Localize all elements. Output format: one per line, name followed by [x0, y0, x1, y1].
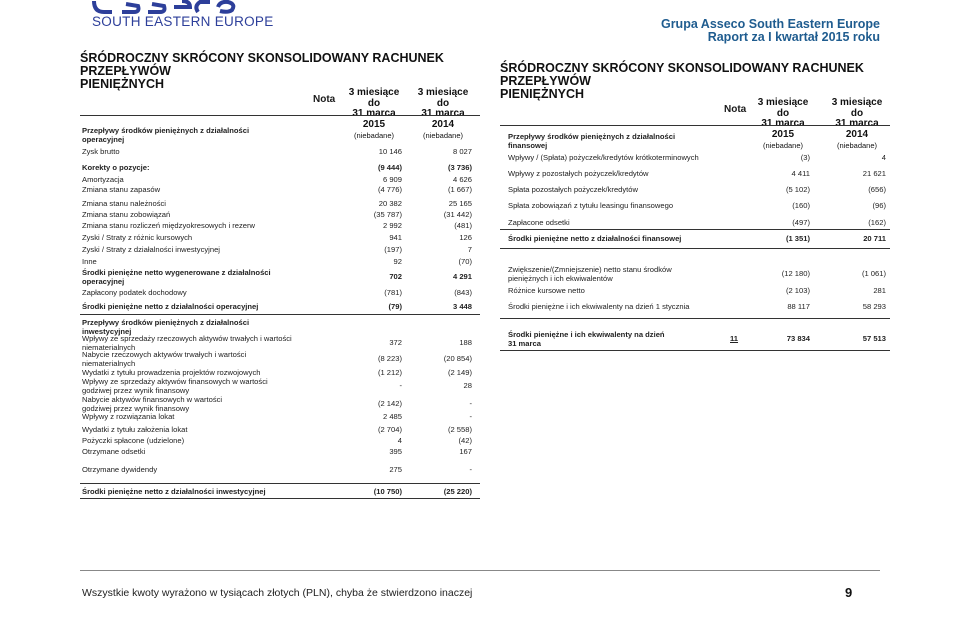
left-table-row [82, 211, 472, 220]
right-row-label-line1: Przepływy środków pieniężnych z działalności [508, 132, 676, 141]
left-row-label [82, 437, 322, 446]
right-row-value-2014: 58 293 [862, 302, 886, 311]
left-row-value-2015: (4 776) [377, 185, 402, 194]
left-row-value-2014: 28 [463, 381, 472, 390]
left-row-label [82, 303, 322, 312]
right-row-label-line1: Wpływy / (Spłata) pożyczek/kredytów krótkoterminowych [508, 153, 699, 162]
left-col2-line2: 31 marca 2014 [421, 108, 465, 130]
left-row-label-line1: Środki pieniężne netto wygenerowane z działalności [82, 268, 271, 277]
right-row-value-2014: 20 711 [863, 234, 886, 243]
left-row-label-line1: Wydatki z tytułu prowadzenia projektów rozwojowych [82, 368, 261, 377]
left-nota-header: Nota [313, 94, 336, 105]
left-row-value-2015: 10 146 [378, 147, 402, 156]
left-row-label-line2: inwestycyjnej [82, 326, 132, 336]
left-row-value-2015: (197) [384, 245, 402, 254]
left-row-value-2015: (10 750) [373, 487, 402, 496]
left-row-value-2015: 2 992 [382, 221, 402, 230]
right-table-row [508, 170, 886, 179]
right-row-value-2015: (12 180) [781, 269, 810, 278]
left-row-value-2014: (2 149) [447, 368, 472, 377]
left-table-row [82, 127, 472, 145]
right-row-label [508, 170, 728, 179]
left-row-label-line2: operacyjnej [82, 134, 125, 144]
left-row-value-2014: (1 667) [447, 185, 472, 194]
left-row-value-2014: (2 558) [447, 425, 472, 434]
right-row-label-line1: Środki pieniężne i ich ekwiwalenty na dzień [508, 330, 665, 339]
left-row-label [82, 488, 322, 497]
left-row-value-2014: (843) [454, 288, 472, 297]
left-row-label-line2: godziwej przez wynik finansowy [82, 385, 190, 395]
right-row-value-2014: 281 [873, 286, 886, 295]
left-row-value-2014: (481) [454, 221, 472, 230]
left-divider-operating [80, 314, 480, 315]
left-row-label [82, 258, 322, 267]
right-row-label-line2: finansowej [508, 140, 548, 150]
left-row-label-line1: Otrzymane dywidendy [82, 465, 158, 474]
right-row-label [508, 303, 728, 312]
left-row-label-line2: operacyjnej [82, 276, 125, 286]
right-row-label-line1: Środki pieniężne i ich ekwiwalenty na dzień 1 stycznia [508, 302, 690, 311]
left-row-value-2015: - [399, 381, 402, 390]
left-row-label-line1: Wpływy ze sprzedaży aktywów finansowych w wartości [82, 377, 268, 386]
left-row-label-line1: Nabycie aktywów finansowych w wartości [82, 395, 223, 404]
left-row-label [82, 396, 322, 413]
right-row-value-2014: (1 061) [861, 269, 886, 278]
right-row-label [508, 202, 728, 211]
left-row-label-line1: Środki pieniężne netto z działalności operacyjnej [82, 302, 259, 311]
right-table-row [508, 186, 886, 195]
right-header-divider [500, 125, 890, 126]
right-col2-line1: 3 miesiące do [831, 97, 883, 119]
left-row-value-2015: (2 704) [377, 425, 402, 434]
left-row-value-2014: - [469, 465, 472, 474]
right-section-title [500, 62, 900, 101]
left-col2-line1: 3 miesiące do [417, 87, 469, 109]
right-row-label [508, 235, 728, 244]
right-table-row [508, 287, 886, 296]
left-row-label-line1: Pożyczki spłacone (udzielone) [82, 436, 185, 445]
company-name: Grupa Asseco South Eastern Europe [660, 17, 880, 31]
left-row-value-2015: (2 142) [377, 399, 402, 408]
left-table-row [82, 378, 472, 396]
left-row-value-2014: 3 448 [452, 302, 472, 311]
left-table-row [82, 246, 472, 255]
right-row-value-2015: 88 117 [787, 302, 810, 311]
left-table-row [82, 186, 472, 195]
left-row-value-2014: (20 854) [443, 354, 472, 363]
left-row-value-2014: 4 626 [452, 175, 472, 184]
left-row-label [82, 176, 322, 185]
left-row-label [82, 426, 322, 435]
right-title-line-2: PIENIĘŻNYCH [500, 87, 585, 101]
left-table-row [82, 413, 472, 422]
left-table-row [82, 448, 472, 457]
right-divider-financing [500, 229, 890, 230]
left-row-value-2015: 20 382 [378, 199, 402, 208]
right-row-label [508, 287, 728, 296]
left-row-label [82, 378, 322, 395]
left-table-row [82, 289, 472, 298]
left-row-value-2014: (3 736) [447, 163, 472, 172]
left-table-row [82, 351, 472, 369]
left-table-row [82, 148, 472, 157]
left-row-value-2014: (31 442) [443, 210, 472, 219]
left-row-value-2015: (1 212) [377, 368, 402, 377]
left-row-value-2014: 4 291 [452, 272, 472, 281]
left-row-value-2015: (35 787) [373, 210, 402, 219]
left-row-label [82, 413, 322, 422]
right-row-value-2015: (1 351) [785, 234, 810, 243]
left-row-value-2015: (9 444) [377, 163, 402, 172]
left-table-row [82, 437, 472, 446]
left-table-row [82, 200, 472, 209]
left-row-label-line1: Zapłacony podatek dochodowy [82, 288, 187, 297]
right-table-row [508, 331, 886, 349]
right-row-label-line1: Środki pieniężne netto z działalności finansowej [508, 234, 682, 243]
left-col1-line2: 31 marca 2015 [352, 108, 396, 130]
right-row-value-2015: (3) [800, 153, 810, 162]
right-row-label-line1: Różnice kursowe netto [508, 286, 585, 295]
left-table-row [82, 164, 472, 173]
right-row-label [508, 266, 728, 283]
right-row-value-2014: 57 513 [862, 334, 886, 343]
right-col1-line2: 31 marca 2015 [761, 118, 805, 140]
right-row-value-2014: 4 [881, 153, 886, 162]
left-row-label-line1: Wpływy ze sprzedaży rzeczowych aktywów trwałych i wartości [82, 334, 292, 343]
right-col1-line1: 3 miesiące do [757, 97, 809, 119]
left-row-label-line1: Zmiana stanu zapasów [82, 185, 161, 194]
left-row-label [82, 127, 322, 144]
left-row-label [82, 222, 322, 231]
left-row-value-2014: 188 [459, 338, 472, 347]
left-row-value-2015: (781) [384, 288, 402, 297]
right-table-row [508, 303, 886, 312]
left-table-row [82, 269, 472, 287]
left-row-value-2015: 92 [393, 257, 402, 266]
left-row-value-2014: 25 165 [448, 199, 472, 208]
right-row-value-2015: (5 102) [785, 185, 810, 194]
left-row-value-2015: 941 [389, 233, 402, 242]
left-table-row [82, 234, 472, 243]
right-divider-financing-bottom [500, 248, 890, 249]
left-row-label-line1: Zyski / Straty z działalności inwestycyjnej [82, 245, 220, 254]
left-row-value-2014: 167 [459, 447, 472, 456]
left-table-row [82, 176, 472, 185]
logo-subtitle: SOUTH EASTERN EUROPE [92, 14, 274, 29]
left-row-label-line1: Środki pieniężne netto z działalności inwestycyjnej [82, 487, 266, 496]
left-row-label [82, 186, 322, 195]
right-row-label [508, 154, 728, 163]
left-col1-line3: (niebadane) [353, 131, 395, 140]
right-title-line-1: ŚRÓDROCZNY SKRÓCONY SKONSOLIDOWANY RACHUNEK PRZEPŁYWÓW [500, 61, 864, 88]
left-row-label [82, 466, 322, 475]
report-title: Raport za I kwartał 2015 roku [707, 30, 880, 44]
company-logo [90, 0, 274, 30]
right-row-value-2015: (497) [792, 218, 810, 227]
left-row-label-line1: Inne [82, 257, 97, 266]
left-table-row [82, 258, 472, 267]
right-row-label-line2: pieniężnych i ich ekwiwalentów [508, 273, 613, 283]
left-row-value-2014: (70) [458, 257, 472, 266]
left-row-value-2015: 2 485 [382, 412, 402, 421]
right-row-label [508, 331, 728, 348]
left-row-label [82, 200, 322, 209]
left-row-value-2015: 702 [389, 272, 402, 281]
right-row-label-line2: 31 marca [508, 338, 541, 348]
right-table-row [508, 219, 886, 228]
left-row-value-2015: 395 [389, 447, 402, 456]
left-row-value-2015: 372 [389, 338, 402, 347]
left-row-label-line2: niematerialnych [82, 342, 136, 352]
left-row-label [82, 246, 322, 255]
left-row-label [82, 164, 322, 173]
left-table-row [82, 222, 472, 231]
right-row-label [508, 219, 728, 228]
left-row-label-line1: Przepływy środków pieniężnych z działalności [82, 126, 250, 135]
right-row-label-line1: Zapłacone odsetki [508, 218, 570, 227]
right-row-label [508, 186, 728, 195]
left-col2-line3: (niebadane) [422, 131, 464, 140]
right-col1-line3: (niebadane) [762, 141, 804, 150]
right-divider-balance [500, 318, 890, 319]
page-number: 9 [845, 585, 853, 600]
left-table-row [82, 303, 472, 312]
right-table-row [508, 133, 886, 151]
right-row-nota-link[interactable]: 11 [730, 334, 739, 343]
left-table-bottom [80, 498, 480, 499]
logo-wordmark-icon [90, 0, 240, 14]
left-row-value-2014: 8 027 [452, 147, 472, 156]
left-row-label [82, 211, 322, 220]
left-row-label [82, 448, 322, 457]
left-row-label-line1: Otrzymane odsetki [82, 447, 146, 456]
left-table-row [82, 466, 472, 475]
left-row-value-2015: 275 [389, 465, 402, 474]
right-col2-line3: (niebadane) [836, 141, 878, 150]
left-row-label [82, 269, 322, 286]
right-row-value-2014: 21 621 [862, 169, 886, 178]
right-nota-header: Nota [724, 104, 747, 115]
right-table-row [508, 154, 886, 163]
left-row-value-2015: 4 [397, 436, 402, 445]
left-row-label-line1: Zmiana stanu należności [82, 199, 166, 208]
right-row-label-line1: Spłata zobowiązań z tytułu leasingu finansowego [508, 201, 674, 210]
left-row-label-line2: godziwej przez wynik finansowy [82, 403, 190, 413]
right-row-value-2015: (160) [792, 201, 810, 210]
right-col2-line2: 31 marca 2014 [835, 118, 879, 140]
left-row-label [82, 234, 322, 243]
left-row-value-2014: - [469, 412, 472, 421]
right-row-value-2014: (656) [868, 185, 886, 194]
left-row-value-2014: 7 [467, 245, 472, 254]
left-row-label-line2: niematerialnych [82, 358, 136, 368]
left-title-line-2: PIENIĘŻNYCH [80, 77, 165, 91]
right-row-label-line1: Wpływy z pozostałych pożyczek/kredytów [508, 169, 649, 178]
right-row-label-line1: Zwiększenie/(Zmniejszenie) netto stanu środków [508, 265, 672, 274]
left-row-label-line1: Amortyzacja [82, 175, 124, 184]
left-row-label-line1: Przepływy środków pieniężnych z działalności [82, 318, 250, 327]
right-table-row [508, 202, 886, 211]
left-divider-investing [80, 483, 480, 484]
left-row-value-2014: - [469, 399, 472, 408]
footer-note: Wszystkie kwoty wyrażono w tysiącach złotych (PLN), chyba że stwierdzono inaczej [82, 587, 473, 599]
left-row-value-2014: (42) [458, 436, 472, 445]
right-row-label-line1: Spłata pozostałych pożyczek/kredytów [508, 185, 639, 194]
right-table-row [508, 235, 886, 244]
left-row-label-line1: Zyski / Straty z różnic kursowych [82, 233, 193, 242]
left-row-value-2014: (25 220) [443, 487, 472, 496]
left-row-label [82, 289, 322, 298]
left-table-row [82, 426, 472, 435]
right-row-value-2015: 73 834 [786, 334, 810, 343]
left-row-value-2015: (79) [388, 302, 402, 311]
right-row-value-2015: 4 411 [791, 169, 810, 178]
left-row-value-2015: 6 909 [382, 175, 402, 184]
right-row-value-2014: (162) [868, 218, 886, 227]
right-row-label [508, 133, 728, 150]
left-row-label [82, 351, 322, 368]
left-section-title [80, 52, 480, 91]
left-row-label [82, 148, 322, 157]
left-row-label-line1: Nabycie rzeczowych aktywów trwałych i wartości [82, 350, 247, 359]
left-row-value-2014: 126 [459, 233, 472, 242]
left-row-label-line1: Wydatki z tytułu założenia lokat [82, 425, 188, 434]
left-header-divider [80, 115, 480, 116]
footer-divider [80, 570, 880, 571]
left-row-value-2015: (8 223) [377, 354, 402, 363]
left-col1-line1: 3 miesiące do [348, 87, 400, 109]
left-title-line-1: ŚRÓDROCZNY SKRÓCONY SKONSOLIDOWANY RACHUNEK PRZEPŁYWÓW [80, 51, 444, 78]
left-row-label-line1: Zmiana stanu rozliczeń międzyokresowych i rezerw [82, 221, 256, 230]
left-row-label-line1: Zysk brutto [82, 147, 120, 156]
right-table-bottom [500, 350, 890, 351]
left-row-label-line1: Wpływy z rozwiązania lokat [82, 412, 175, 421]
left-row-label-line1: Korekty o pozycje: [82, 163, 150, 172]
left-row-label-line1: Zmiana stanu zobowiązań [82, 210, 171, 219]
left-table-row [82, 488, 472, 497]
right-row-value-2014: (96) [872, 201, 886, 210]
right-row-value-2015: (2 103) [785, 286, 810, 295]
right-table-row [508, 266, 886, 284]
